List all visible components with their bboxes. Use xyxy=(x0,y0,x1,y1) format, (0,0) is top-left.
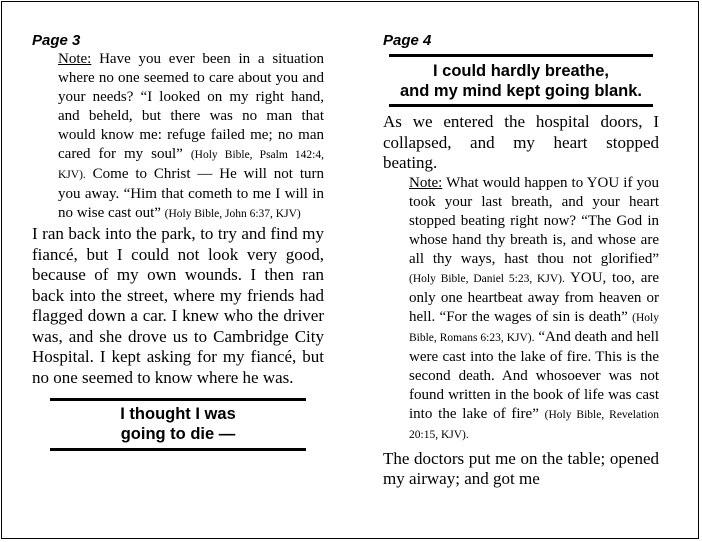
callout-heading xyxy=(50,398,306,451)
note-text: Have you ever been in a situation where no one seemed to care about you and your needs? “I looked on my right hand, and beheld, but there was no man that would know me: refuge failed me; no man cared for my soul” xyxy=(58,51,324,162)
scripture-reference: (Holy Bible, Psalm 142:4, KJV). xyxy=(58,149,324,181)
page-number: Page 3 xyxy=(32,32,81,49)
callout-line: going to die — xyxy=(120,425,236,443)
note-text: YOU, too, are only one heartbeat away from heaven or hell. “For the wages of sin is death” xyxy=(409,269,660,325)
note-block xyxy=(409,174,659,445)
note-label: Note: xyxy=(409,174,443,191)
scripture-reference: (Holy Bible, Romans 6:23, KJV). xyxy=(409,311,659,344)
scripture-reference: (Holy Bible, Daniel 5:23, KJV). xyxy=(409,272,565,285)
right-page xyxy=(383,32,659,490)
page-number: Page 4 xyxy=(383,32,432,49)
left-page xyxy=(32,32,324,451)
scripture-reference: (Holy Bible, Revelation 20:15, KJV). xyxy=(409,408,659,441)
body-paragraph: The doctors put me on the table; opened my airway; and got me xyxy=(383,448,659,488)
note-label: Note: xyxy=(58,51,92,67)
note-block xyxy=(58,50,324,224)
body-paragraph: I ran back into the park, to try and find my fiancé, but I could not look very good, because of my own wounds. I then ran back into the street, where my friends had flagged down a car. I knew who the driver was, and she drove us to Cambridge City Hospital. I kept asking for my fiancé, but no one seemed to know where he was. xyxy=(32,224,324,387)
callout-line: and my mind kept going blank. xyxy=(399,82,643,100)
note-text: What would happen to YOU if you took your last breath, and your heart stopped beating right now? “The God in whose hand thy breath is, and whose are all thy ways, hast thou not glorified” xyxy=(409,174,659,267)
note-text: Come to Christ — He will not turn you away. “Him that cometh to me I will in no wise cast out” xyxy=(58,166,324,221)
note-text: “And death and hell were cast into the lake of fire. This is the second death. And whosoever was not found written in the book of life was cast into the lake of fire” xyxy=(409,328,659,422)
scripture-reference: (Holy Bible, John 6:37, KJV) xyxy=(164,208,301,220)
callout-heading xyxy=(389,54,653,107)
callout-line: I thought I was xyxy=(120,405,236,423)
callout-line: I could hardly breathe, xyxy=(432,62,610,80)
body-paragraph: As we entered the hospital doors, I collapsed, and my heart stopped beating. xyxy=(383,112,659,172)
